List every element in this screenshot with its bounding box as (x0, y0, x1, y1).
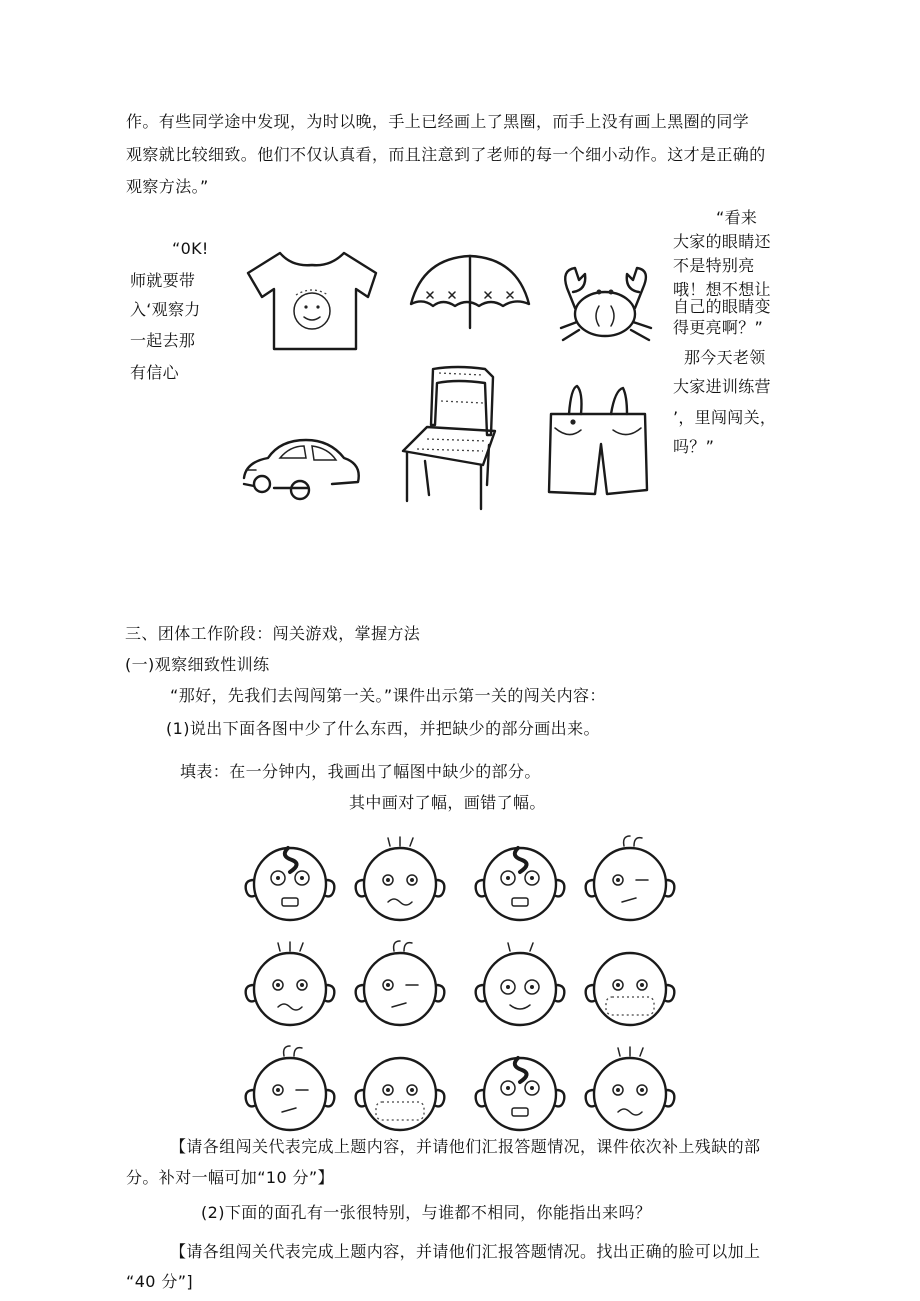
section-heading: 三、团体工作阶段：闯关游戏，掌握方法 (125, 624, 421, 643)
left-side-line-1: “0K! (172, 239, 209, 258)
subsection-heading: (一)观察细致性训练 (125, 655, 270, 674)
right-side-line-2: 大家的眼睛还 (673, 232, 771, 251)
right-side-line-7: 那今天老领 (684, 348, 766, 367)
shorts-icon (545, 382, 653, 497)
note-1-line-1: 【请各组闯关代表完成上题内容，并请他们汇报答题情况，课件依次补上残缺的部 (170, 1137, 761, 1156)
t-shirt-icon (240, 245, 380, 355)
right-side-line-10: 吗？” (673, 437, 715, 456)
right-side-line-5: 自己的眼睛变 (673, 297, 771, 316)
face-icon (246, 1046, 335, 1130)
question-2: (2)下面的面孔有一张很特别，与谁都不相同，你能指出来吗？ (201, 1203, 652, 1222)
paragraph-first-level: “那好，先我们去闯闯第一关。”课件出示第一关的闯关内容： (170, 686, 606, 705)
face-icon (586, 836, 675, 920)
face-icon (246, 848, 335, 920)
face-icon (586, 1047, 675, 1130)
intro-line-2: 观察就比较细致。他们不仅认真看，而且注意到了老师的每一个细小动作。这才是正确的 (126, 145, 766, 164)
car-icon (240, 428, 365, 503)
umbrella-icon (405, 248, 535, 333)
face-icon (476, 943, 565, 1025)
note-2-line-2: “40 分”] (126, 1272, 194, 1291)
face-icon (476, 848, 565, 920)
face-icon (586, 953, 675, 1025)
right-side-line-1: “看来 (716, 208, 758, 227)
fill-table-line-1: 填表：在一分钟内，我画出了幅图中缺少的部分。 (180, 762, 541, 781)
question-1: (1)说出下面各图中少了什么东西，并把缺少的部分画出来。 (166, 719, 600, 738)
left-side-line-2: 师就要带 (130, 271, 196, 290)
note-1-line-2: 分。补对一幅可加“10 分”】 (126, 1168, 335, 1187)
right-side-line-9: ’，里闯闯关， (673, 408, 777, 427)
face-icon (356, 941, 445, 1025)
left-side-line-3: 入‘观察力 (130, 300, 201, 319)
face-icon (246, 942, 335, 1025)
fill-table-line-2: 其中画对了幅，画错了幅。 (349, 793, 546, 812)
right-side-line-6: 得更亮啊？” (673, 318, 764, 337)
right-side-line-8: 大家进训练营 (673, 377, 771, 396)
face-icon (356, 1058, 445, 1130)
intro-line-1: 作。有些同学途中发现，为时以晚，手上已经画上了黑圈，而手上没有画上黑圈的同学 (126, 112, 750, 131)
chair-icon (397, 365, 502, 513)
right-side-line-3: 不是特别亮 (673, 256, 755, 275)
crab-icon (553, 258, 661, 348)
note-2-line-1: 【请各组闯关代表完成上题内容，并请他们汇报答题情况。找出正确的脸可以加上 (170, 1242, 761, 1261)
faces-grid (245, 834, 675, 1134)
face-icon (356, 837, 445, 920)
left-side-line-5: 有信心 (130, 363, 179, 382)
right-side-line-4: 哦！想不想让 (673, 280, 771, 299)
intro-line-3: 观察方法。” (126, 177, 209, 196)
face-icon (476, 1058, 565, 1130)
left-side-line-4: 一起去那 (130, 331, 196, 350)
